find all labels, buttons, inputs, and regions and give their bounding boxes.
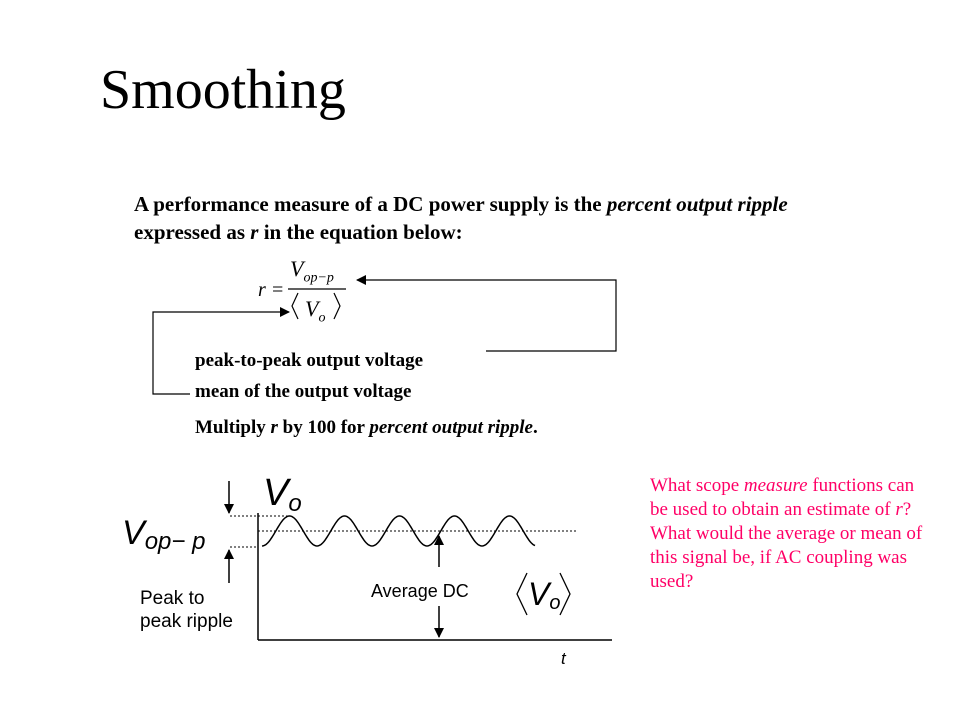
mean-label: Vo xyxy=(528,576,561,614)
label-mean: mean of the output voltage xyxy=(195,381,412,402)
question-note xyxy=(650,474,925,594)
intro-text-2: expressed as xyxy=(134,220,251,244)
label-peak-to-peak: peak-to-peak output voltage xyxy=(195,350,424,371)
equation-denominator-symbol: V xyxy=(305,296,319,321)
average-dc-label: Average DC xyxy=(371,581,469,601)
note-text-1: What scope xyxy=(650,475,744,496)
mean-right-bracket xyxy=(560,573,570,615)
multiply-text-2: by 100 for xyxy=(277,417,370,438)
multiply-text-1: Multiply xyxy=(195,417,271,438)
note-text-2: functions can be used to obtain an estimate of xyxy=(650,475,915,520)
left-angle-bracket xyxy=(292,293,298,319)
slide-title: Smoothing xyxy=(100,59,346,121)
multiply-italic: percent output ripple xyxy=(369,417,533,438)
intro-italic-1: percent output ripple xyxy=(606,192,788,216)
equation-denominator-subscript: o xyxy=(318,310,326,326)
intro-italic-2: r xyxy=(250,220,259,244)
equation-numerator-symbol: V xyxy=(290,256,304,281)
mean-left-bracket xyxy=(517,573,527,615)
equation-lhs: r = xyxy=(258,279,285,301)
time-axis-label: t xyxy=(561,649,566,668)
intro-text-1: A performance measure of a DC power supply is the xyxy=(134,192,607,216)
numerator-connector xyxy=(357,280,616,351)
peak-ripple-line-1: Peak to xyxy=(140,588,205,609)
peak-ripple-line-2: peak ripple xyxy=(140,611,233,632)
note-text-3: ? What would the average or mean of this signal be, if AC coupling was used? xyxy=(650,499,923,592)
multiply-text-3: . xyxy=(533,417,538,438)
equation-numerator-subscript: op−p xyxy=(303,270,334,286)
intro-text-3: in the equation below: xyxy=(258,220,463,244)
note-italic-2: r xyxy=(895,499,903,520)
multiply-italic-r: r xyxy=(270,417,278,438)
right-angle-bracket xyxy=(334,293,340,319)
vo-label: Vo xyxy=(263,472,302,517)
denominator-connector xyxy=(153,312,289,394)
vopp-label: Vop− p xyxy=(122,514,206,555)
note-italic-1: measure xyxy=(743,475,808,496)
